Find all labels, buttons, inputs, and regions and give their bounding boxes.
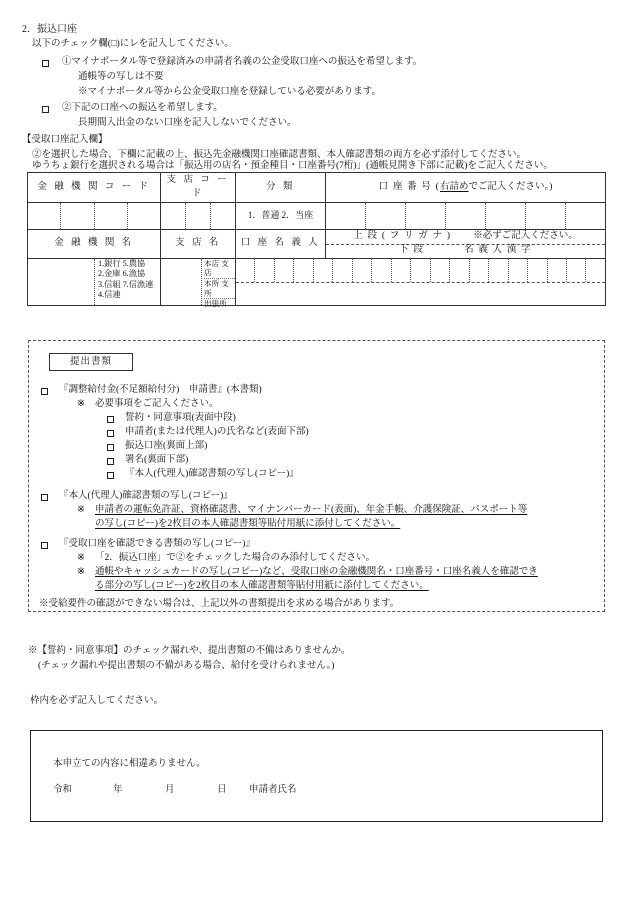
label-lower-kanji: 下 段	[399, 245, 425, 256]
note-lower-kanji: 名 義 人 漢 字	[464, 245, 532, 256]
doc-checkbox-5[interactable]	[107, 455, 114, 469]
account-section-title: 【受取口座記入欄】	[22, 135, 108, 145]
input-bank-name[interactable]	[28, 258, 161, 305]
category-options[interactable]: 1．普通 2．当座	[236, 202, 326, 229]
header-account-holder: 口 座 名 義 人	[236, 229, 326, 258]
doc-text-2: 誓約・同意事項(表面中段)	[125, 413, 236, 423]
input-bank-code[interactable]	[28, 202, 161, 229]
footer-note-2: (チェック漏れや提出書類の不備がある場合、給付を受けられません。)	[38, 661, 335, 671]
doc-checkbox-10[interactable]	[41, 539, 48, 553]
account-note-2: ゆうちょ銀行を選択される場合は「振込用の店名・預金種目・口座番号(7桁)」(通帳見開き下部に記載)をご記入ください。	[32, 161, 553, 171]
account-number-emphasis: 右詰め	[440, 182, 469, 193]
footer-note-1: ※【誓約・同意事項】のチェック漏れや、提出書類の不備はありませんか。	[28, 646, 351, 656]
doc-text-7: 『本人(代理人)確認書類の写し(コピー)』	[59, 491, 233, 501]
doc-text-0: 『調整給付金(不足額給付分) 申請書』(本書類)	[59, 385, 262, 395]
doc-text-8: 申請者の運転免許証、資格確認書、マイナンバーカード(表面)、年金手帳、介護保険証、パスポート等	[95, 505, 528, 515]
header-bank-name: 金 融 機 関 名	[28, 229, 161, 258]
doc-text-11: 「2．振込口座」で②をチェックした場合のみ添付してください。	[95, 553, 375, 563]
header-branch-name: 支 店 名	[161, 229, 236, 258]
signature-name-label: 申請者氏名	[249, 785, 297, 795]
doc-text-10: 『受取口座を確認できる書類の写し(コピー)』	[59, 539, 255, 549]
account-note-1: ②を選択した場合、下欄に記載の上、振込先金融機関口座確認書類、本人確認書類の両方を必ず添付してください。	[32, 150, 527, 160]
doc-marker-12: ※	[77, 567, 85, 577]
doc-text-6: 『本人(代理人)確認書類の写し(コピー)』	[125, 469, 299, 479]
doc-text-13: る部分の写し(コピー)を2枚目の本人確認書類等貼付用紙に添付してください。	[95, 581, 429, 591]
table-header-row	[28, 173, 606, 203]
note-upper-required: ※必ずご記入ください。	[473, 231, 578, 242]
input-branch-code[interactable]	[161, 202, 236, 229]
doc-checkbox-3[interactable]	[107, 427, 114, 441]
table-entry-row-names	[28, 258, 606, 305]
doc-checkbox-4[interactable]	[107, 441, 114, 455]
checkbox-option-2[interactable]	[42, 103, 49, 117]
doc-checkbox-0[interactable]	[41, 385, 48, 399]
doc-checkbox-7[interactable]	[41, 491, 48, 505]
doc-text-14: ※受給要件の確認ができない場合は、上記以外の書類提出を求める場合があります。	[39, 599, 400, 609]
header-account-number: 口 座 番 号 (右詰めでご記入ください。)	[326, 173, 606, 203]
checkbox-option-1[interactable]	[42, 57, 49, 71]
section-instruction: 以下のチェック欄(□)にレを記入してください。	[32, 39, 234, 49]
doc-checkbox-6[interactable]	[107, 469, 114, 483]
header-branch-code: 支 店 コ ー ド	[161, 173, 236, 203]
submitted-documents-box	[28, 340, 605, 612]
doc-text-5: 署名(裏面下部)	[125, 455, 189, 465]
doc-marker-11: ※	[77, 553, 85, 563]
label-upper-kana: 上 段 ( フ リ ガ ナ )	[353, 231, 452, 242]
bank-account-table	[27, 172, 606, 309]
doc-text-3: 申請者(または代理人)の氏名など(表面下部)	[125, 427, 309, 437]
doc-text-12: 通帳やキャッシュカードの写し(コピー)など、受取口座の金融機関名・口座番号・口座名義人を確認でき	[95, 567, 538, 577]
submitted-documents-label: 提出書類	[49, 353, 133, 371]
doc-marker-8: ※	[77, 505, 85, 515]
section-heading: 2．振込口座	[22, 24, 77, 35]
header-category: 分 類	[236, 173, 326, 203]
signature-year-label: 年	[113, 785, 123, 795]
doc-text-1: 必要事項をご記入ください。	[95, 399, 219, 409]
branch-kind-options[interactable]: 本店 支店 本所 支所 出張所	[201, 259, 235, 305]
header-holder-name-guides	[326, 229, 606, 258]
signature-day-label: 日	[217, 785, 227, 795]
doc-text-9: の写し(コピー)を2枚目の本人確認書類等貼付用紙に添付してください。	[95, 519, 401, 529]
option-2-text: ②下記の口座への振込を希望します。	[62, 103, 223, 113]
input-account-holder-name[interactable]	[236, 258, 606, 305]
signature-box	[30, 730, 603, 822]
option-2-note-1: 長期間入出金のない口座を記入しないでください。	[78, 118, 297, 128]
signature-statement: 本申立ての内容に相違ありません。	[53, 759, 206, 769]
doc-marker-1: ※	[77, 399, 85, 409]
frame-instruction: 枠内を必ず記入してください。	[30, 696, 164, 706]
input-account-number[interactable]	[326, 202, 606, 229]
table-header-row-2	[28, 229, 606, 258]
input-branch-name[interactable]	[161, 258, 236, 309]
doc-checkbox-2[interactable]	[107, 413, 114, 427]
table-entry-row-codes	[28, 202, 606, 229]
option-1-note-1: 通帳等の写しは不要	[78, 72, 164, 82]
header-bank-code: 金 融 機 関 コ ー ド	[28, 173, 161, 203]
signature-month-label: 月	[165, 785, 175, 795]
signature-era: 令和	[53, 785, 73, 795]
bank-kind-options[interactable]: 1.銀行 5.農協 2.金庫 6.漁協 3.信組 7.信漁連 4.信連	[94, 259, 160, 305]
doc-text-4: 振込口座(裏面上部)	[125, 441, 208, 451]
option-1-text: ①マイナポータル等で登録済みの申請者名義の公金受取口座への振込を希望します。	[62, 57, 423, 67]
option-1-note-2: ※マイナポータル等から公金受取口座を登録している必要があります。	[78, 87, 382, 97]
